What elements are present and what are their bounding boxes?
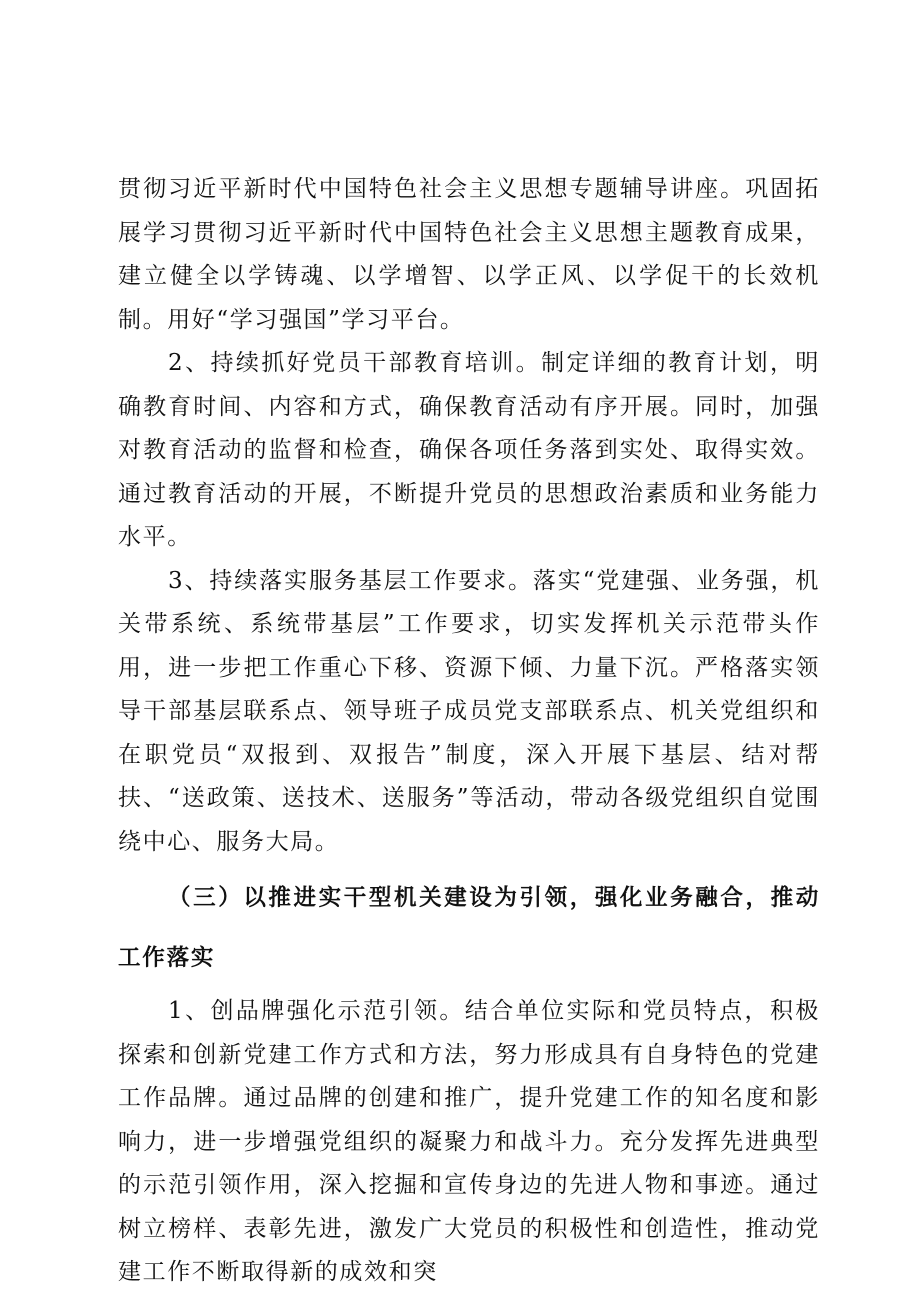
document-body: [118, 168, 820, 1295]
section-heading-3: （三）以推进实干型机关建设为引领，强化业务融合，推动工作落实: [118, 885, 820, 971]
paragraph-item-1: 1、创品牌强化示范引领。结合单位实际和党员特点，积极探索和创新党建工作方式和方法，努力形成具有自身特色的党建工作品牌。通过品牌的创建和推广，提升党建工作的知名度和影响力，进一步增强党组织的凝聚力和战斗力。充分发挥先进典型的示范引领作用，深入挖掘和宣传身边的先进人物和事迹。通过树立榜样、表彰先进，激发广大党员的积极性和创造性，推动党建工作不断取得新的成效和突: [118, 998, 820, 1285]
paragraph-item-2: 2、持续抓好党员干部教育培训。制定详细的教育计划，明确教育时间、内容和方式，确保教育活动有序开展。同时，加强对教育活动的监督和检查，确保各项任务落到实处、取得实效。通过教育活动的开展，不断提升党员的思想政治素质和业务能力水平。: [118, 350, 820, 550]
paragraph-item-3: 3、持续落实服务基层工作要求。落实“党建强、业务强，机关带系统、系统带基层”工作要求，切实发挥机关示范带头作用，进一步把工作重心下移、资源下倾、力量下沉。严格落实领导干部基层联系点、领导班子成员党支部联系点、机关党组织和在职党员“双报到、双报告”制度，深入开展下基层、结对帮扶、“送政策、送技术、送服务”等活动，带动各级党组织自觉围绕中心、服务大局。: [118, 567, 820, 855]
paragraph-continued: 贯彻习近平新时代中国特色社会主义思想专题辅导讲座。巩固拓展学习贯彻习近平新时代中国特色社会主义思想主题教育成果，建立健全以学铸魂、以学增智、以学正风、以学促干的长效机制。用好“学习强国”学习平台。: [118, 176, 820, 333]
